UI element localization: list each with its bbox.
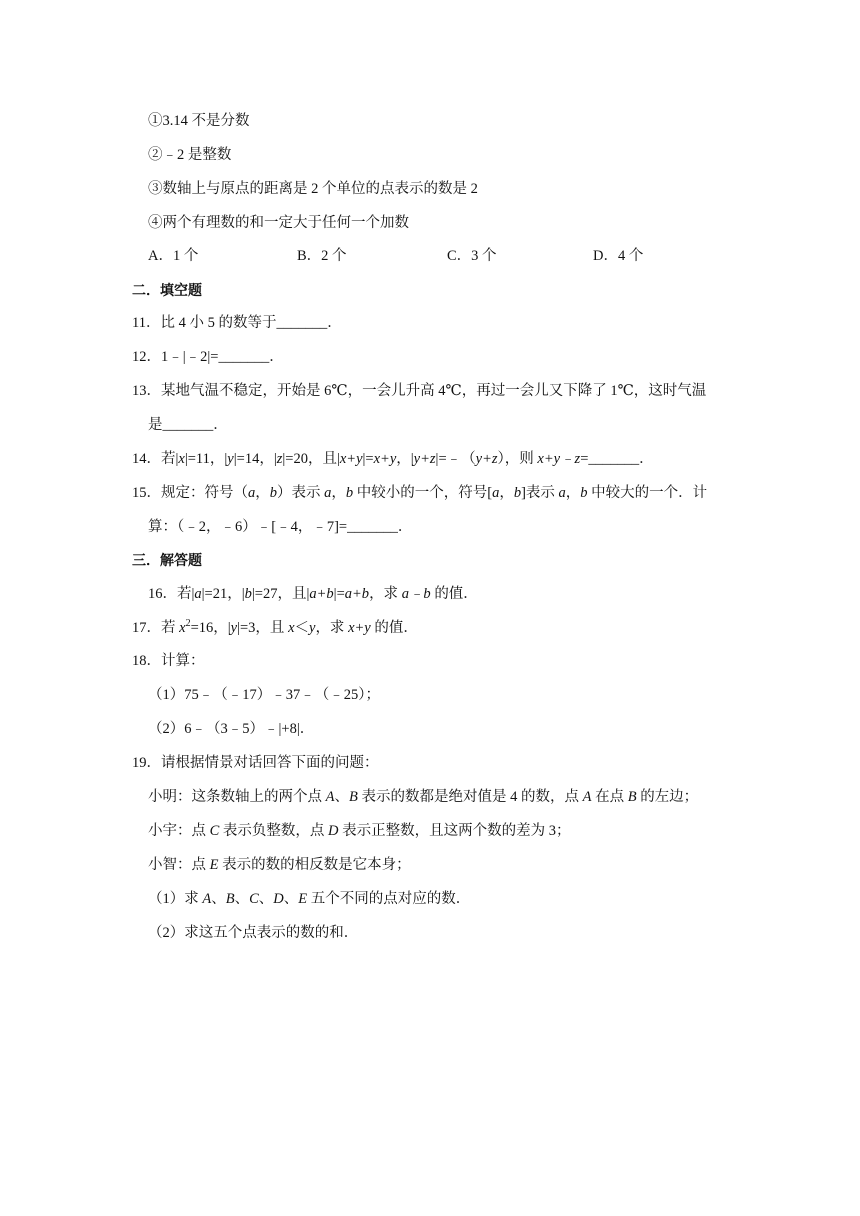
question-18-title: 18．计算： xyxy=(132,653,205,669)
q10-option-b: B．2 个 xyxy=(297,248,347,264)
question-14: 14．若|x|=11，|y|=14，|z|=20，且|x+y|=x+y，|y+z|=﹣（y+z），则 x+y﹣z=_______． xyxy=(132,451,654,467)
question-19-part-2: （2）求这五个点表示的数的和． xyxy=(148,925,359,941)
question-19-title: 19．请根据情景对话回答下面的问题： xyxy=(132,755,379,771)
question-18-part-1: （1）75﹣（﹣17）﹣37﹣（﹣25）； xyxy=(148,687,380,703)
section-title-solve: 三．解答题 xyxy=(132,552,202,568)
question-19-xiaozhi: 小智：点 E 表示的数的相反数是它本身； xyxy=(148,857,411,873)
question-13-line-1: 13．某地气温不稳定，开始是 6℃，一会儿升高 4℃，再过一会儿又下降了 1℃，这时气温 xyxy=(132,383,707,399)
q10-statement-1: ①3.14 不是分数 xyxy=(148,113,250,129)
question-19-xiaoming: 小明：这条数轴上的两个点 A、B 表示的数都是绝对值是 4 的数，点 A 在点 B 的左边； xyxy=(148,789,699,805)
question-17: 17．若 $x^2=16$，|y|=3，且 x＜y，求 x+y 的值． xyxy=(132,618,418,636)
q10-option-a: A．1 个 xyxy=(148,248,199,264)
question-15-line-2: 算：（﹣2，﹣6）﹣[﹣4，﹣7]=_______． xyxy=(148,519,413,535)
section-title-fill-in: 二．填空题 xyxy=(132,282,202,298)
q10-option-c: C．3 个 xyxy=(447,248,497,264)
q10-statement-2: ②﹣2 是整数 xyxy=(148,147,232,163)
q10-option-d: D．4 个 xyxy=(593,248,644,264)
q10-statement-3: ③数轴上与原点的距离是 2 个单位的点表示的数是 2 xyxy=(148,181,478,197)
q10-statement-4: ④两个有理数的和一定大于任何一个加数 xyxy=(148,215,409,231)
question-18-part-2: （2）6﹣（3﹣5）﹣|+8|． xyxy=(148,721,315,737)
question-13-line-2: 是_______． xyxy=(148,417,228,433)
question-19-part-1: （1）求 A、B、C、D、E 五个不同的点对应的数． xyxy=(148,891,471,907)
question-11: 11．比 4 小 5 的数等于_______． xyxy=(132,315,342,331)
question-12: 12．1﹣|﹣2|=_______． xyxy=(132,349,284,365)
question-19-xiaoyu: 小宇：点 C 表示负整数，点 D 表示正整数，且这两个数的差为 3； xyxy=(148,823,571,839)
question-16: 16．若|a|=21，|b|=27，且|a+b|=a+b，求 a﹣b 的值． xyxy=(148,586,478,602)
question-15-line-1: 15．规定：符号（a，b）表示 a，b 中较小的一个，符号[a，b]表示 a，b 中较大的一个．计 xyxy=(132,485,708,501)
